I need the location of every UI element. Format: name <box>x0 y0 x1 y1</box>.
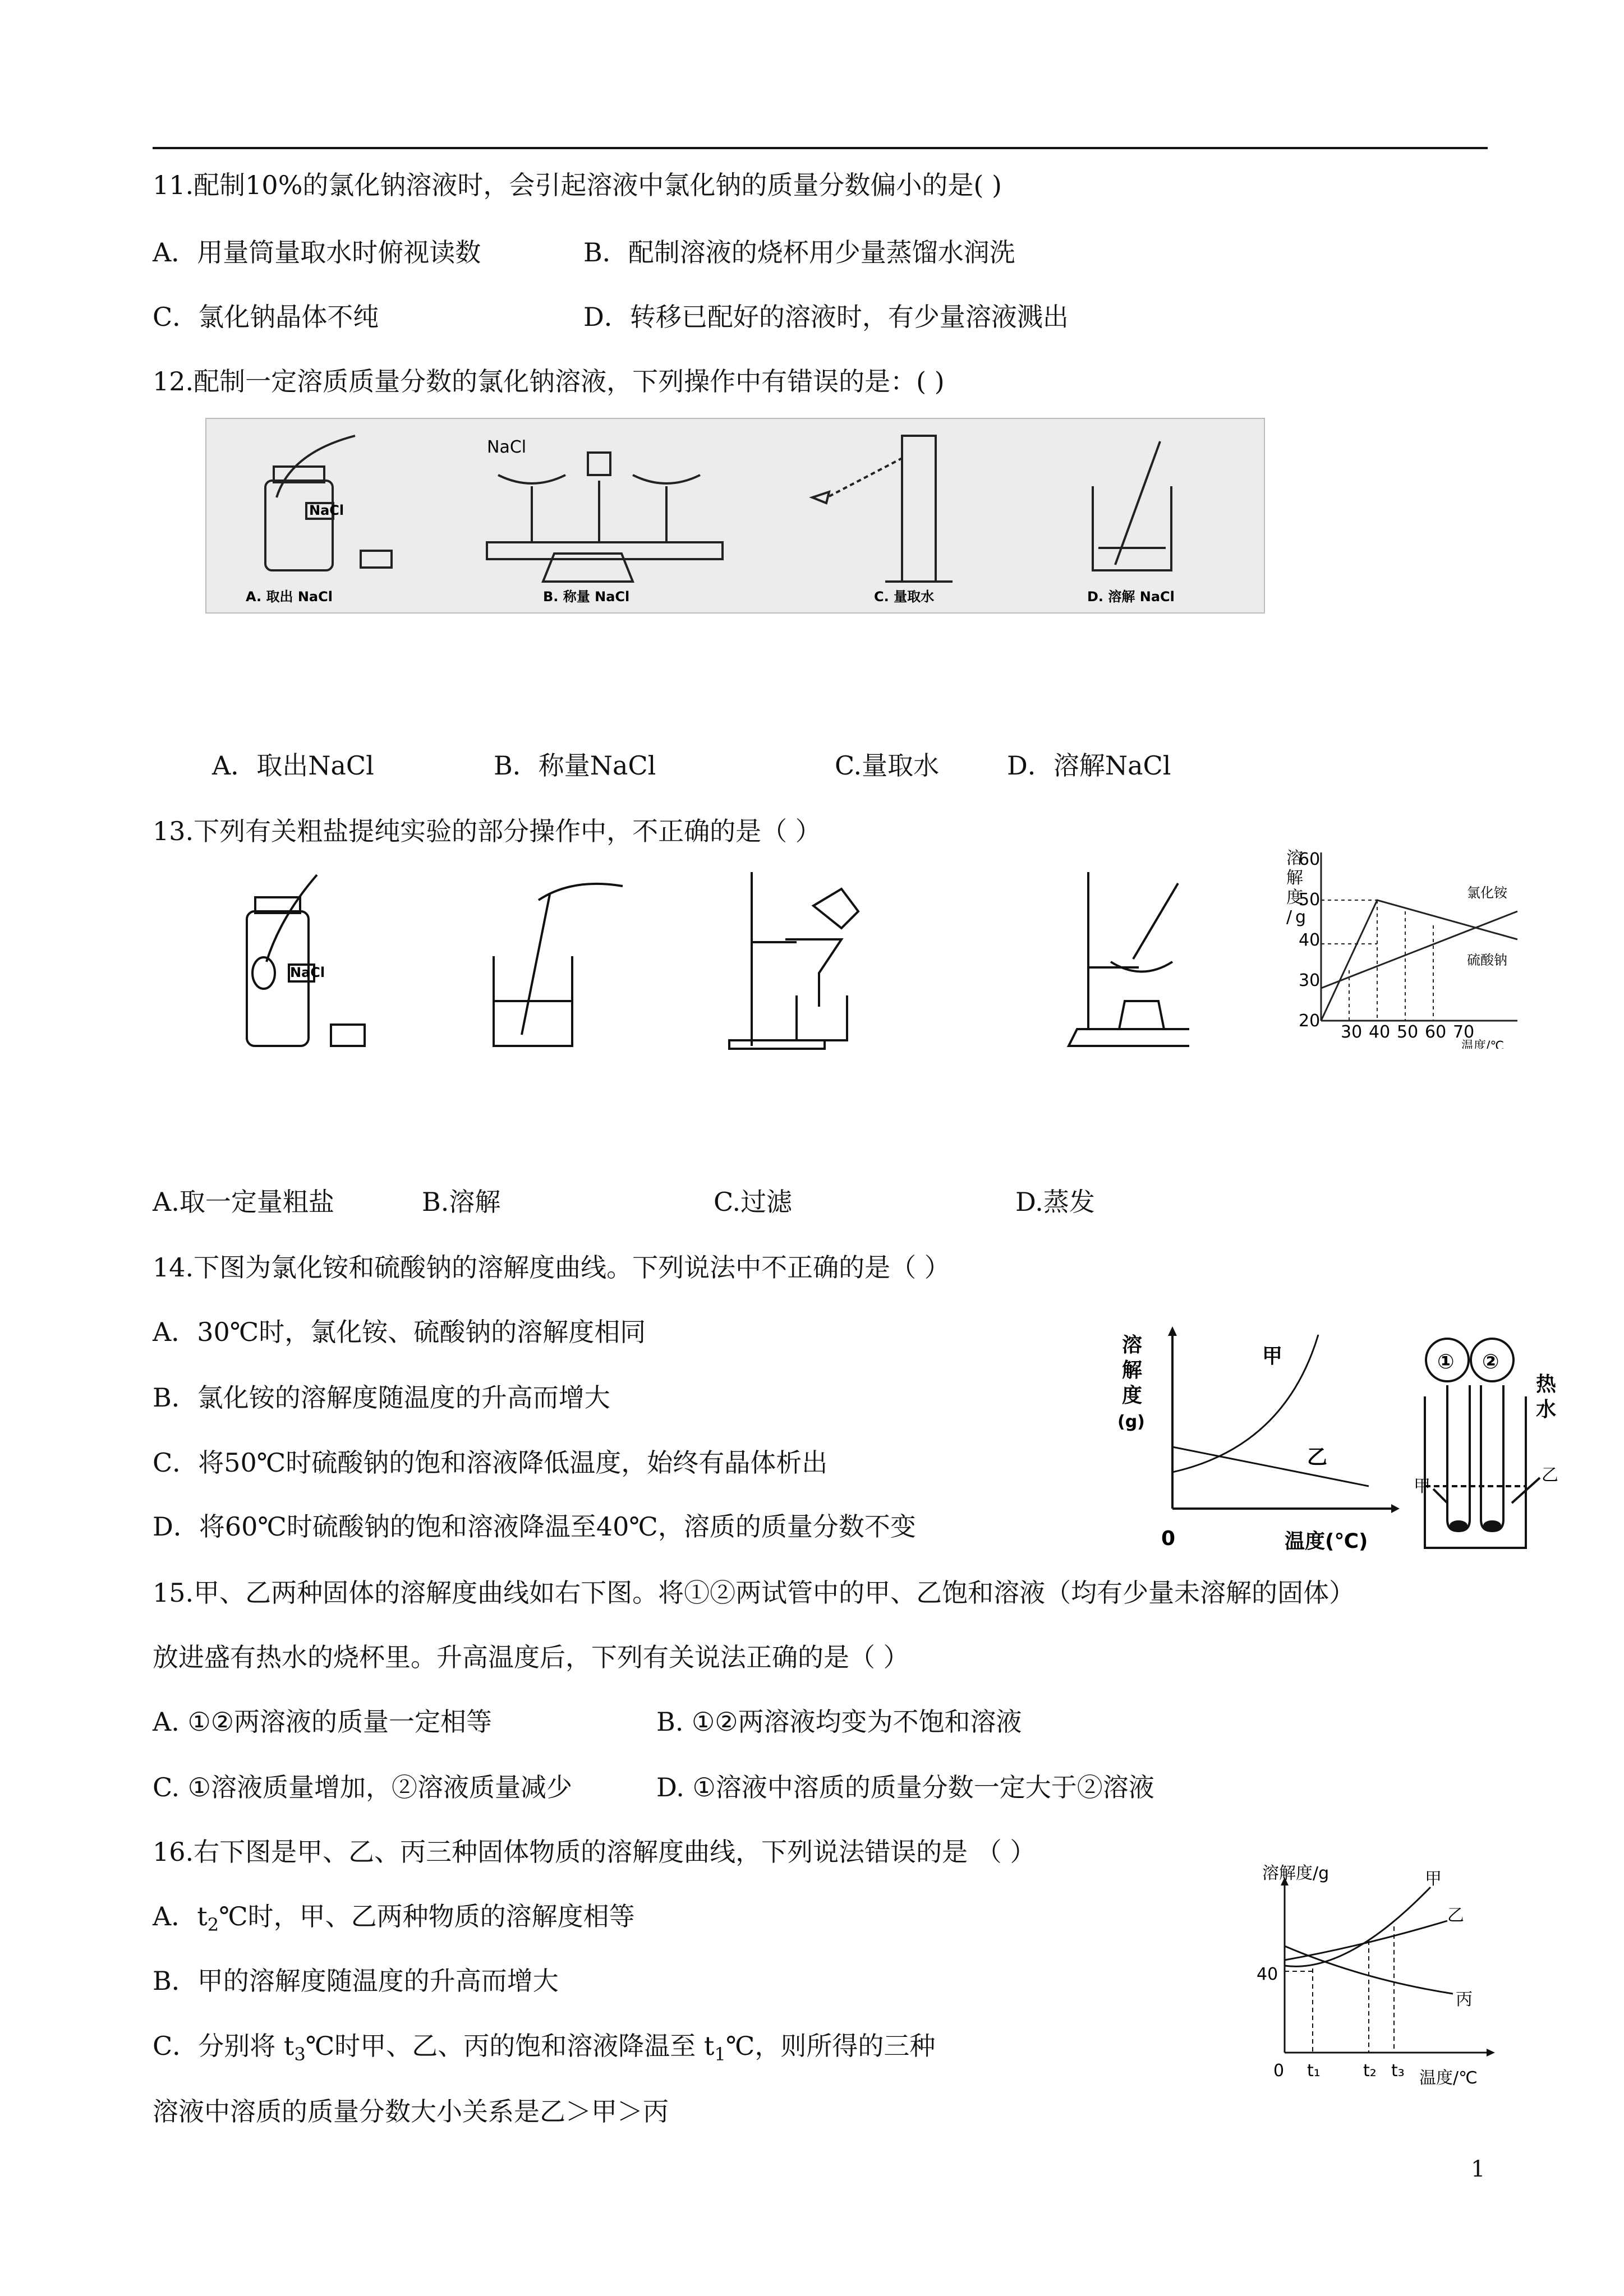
chart15-series-jia: 甲 <box>1262 1345 1283 1368</box>
q16-option-a-post: ℃时，甲、乙两种物质的溶解度相等 <box>219 1901 635 1931</box>
beaker-drawing <box>1093 441 1171 570</box>
q12-option-c: C.量取水 <box>835 750 940 781</box>
q12-operations-drawing <box>206 419 1264 612</box>
salt-jar-tag: NaCl <box>290 965 325 980</box>
fig-caption-c: C. 量取水 <box>874 589 935 605</box>
chart14-xlabel: 温度/℃ <box>1461 1039 1505 1049</box>
q16-option-a-sub: 2 <box>207 1914 219 1936</box>
q13-option-c: C.过滤 <box>714 1187 793 1217</box>
q16-option-c-post: ℃，则所得的三种 <box>725 2031 936 2061</box>
q13-operations-figure <box>236 861 1189 1057</box>
q15-stem-line-1: 15.甲、乙两种固体的溶解度曲线如右下图。将①②两试管中的甲、乙饱和溶液（均有少量未溶解的固体） <box>153 1578 1355 1608</box>
q16-option-c <box>153 2029 935 2071</box>
q16-option-c-pre: C．分别将 t <box>153 2031 295 2061</box>
chart14-ytick-30: 30 <box>1299 971 1321 990</box>
chart15-svg <box>1116 1324 1402 1559</box>
chart14-ylabel-2: 解 <box>1286 868 1303 888</box>
chart15-ylabel-1: 溶 <box>1122 1334 1143 1357</box>
chart16-origin: 0 <box>1273 2061 1285 2081</box>
beaker15-svg <box>1414 1335 1565 1559</box>
q12-option-d: D．溶解NaCl <box>1007 750 1171 781</box>
chart14-svg <box>1282 841 1529 1049</box>
q13-option-d: D.蒸发 <box>1015 1187 1095 1217</box>
chart14-ytick-20: 20 <box>1299 1011 1321 1031</box>
chart15-line-yi <box>1172 1447 1369 1486</box>
q16-option-c-sub2: 1 <box>714 2044 726 2066</box>
q13-operations-drawing <box>236 861 1189 1057</box>
chart16-series-jia: 甲 <box>1425 1869 1442 1889</box>
fig-caption-d: D. 溶解 NaCl <box>1087 589 1175 605</box>
q11-option-b: B．配制溶液的烧杯用少量蒸馏水润洗 <box>583 237 1015 268</box>
chart14-ylabel-4: / <box>1286 907 1292 927</box>
fig-caption-a: A. 取出 NaCl <box>246 589 333 605</box>
chart14-ytick-60: 60 <box>1299 850 1321 869</box>
chart14-series-ammonium-chloride: 氯化铵 <box>1467 885 1507 901</box>
chart15-xlabel: 温度(℃) <box>1285 1530 1368 1553</box>
test-tube-1-label: ① <box>1437 1350 1455 1373</box>
chart16-ytick-40: 40 <box>1257 1965 1278 1984</box>
cylinder-drawing <box>812 436 953 582</box>
fig-caption-b: B. 称量 NaCl <box>543 589 630 605</box>
nacl-jar-tag: NaCl <box>309 502 344 518</box>
chart16-ylabel: 溶解度/g <box>1262 1864 1329 1883</box>
q14-option-b: B．氯化铵的溶解度随温度的升高而增大 <box>153 1382 610 1413</box>
q15-solubility-chart <box>1116 1324 1402 1559</box>
q16-option-a-pre: A．t <box>153 1901 208 1931</box>
q15-option-b: B. ①②两溶液均变为不饱和溶液 <box>656 1707 1022 1737</box>
dissolve-beaker-drawing <box>494 884 623 1046</box>
chart14-line-ammonium-chloride <box>1321 911 1517 988</box>
hot-water-label-1: 热 <box>1536 1373 1557 1396</box>
chart14-ytick-50: 50 <box>1299 890 1321 910</box>
chart15-ylabel-4: (g) <box>1117 1412 1145 1432</box>
q15-option-c: C. ①溶液质量增加，②溶液质量减少 <box>153 1772 573 1802</box>
q14-option-d: D．将60℃时硫酸钠的饱和溶液降温至40℃，溶质的质量分数不变 <box>153 1511 916 1542</box>
salt-jar-drawing <box>247 875 365 1046</box>
q15-option-d: D. ①溶液中溶质的质量分数一定大于②溶液 <box>656 1772 1154 1802</box>
q16-option-c-sub1: 3 <box>294 2044 306 2066</box>
q16-option-c-mid: ℃时甲、乙、丙的饱和溶液降温至 t <box>305 2031 715 2061</box>
chart16-tick-t1: t₁ <box>1307 2061 1321 2081</box>
chart15-series-yi: 乙 <box>1307 1446 1328 1469</box>
q13-stem: 13.下列有关粗盐提纯实验的部分操作中，不正确的是（ ） <box>153 816 821 846</box>
q13-option-b: B.溶解 <box>422 1187 501 1217</box>
q13-side-solubility-chart <box>1282 841 1529 1049</box>
chart16-xlabel: 温度/℃ <box>1419 2068 1478 2086</box>
chart14-xtick-60: 60 <box>1425 1022 1447 1042</box>
q11-option-c: C．氯化钠晶体不纯 <box>153 302 379 332</box>
q11-option-d: D．转移已配好的溶液时，有少量溶液溅出 <box>583 302 1069 332</box>
chart14-xtick-30: 30 <box>1341 1022 1363 1042</box>
chart14-ylabel-5: g <box>1295 907 1306 927</box>
header-rule <box>153 147 1488 149</box>
q12-option-a: A．取出NaCl <box>212 750 374 781</box>
chart16-series-bing: 丙 <box>1456 1990 1473 2009</box>
chart15-ylabel-3: 度 <box>1122 1384 1143 1407</box>
chart15-origin: 0 <box>1161 1527 1176 1550</box>
filtration-drawing <box>729 872 858 1049</box>
q13-option-a: A.取一定量粗盐 <box>153 1187 334 1217</box>
beaker-left-jia-label: 甲 <box>1414 1477 1430 1496</box>
chart14-ylabel-3: 度 <box>1286 888 1303 907</box>
balance-drawing <box>487 453 723 582</box>
test-tube-2-label: ② <box>1482 1350 1499 1373</box>
q16-option-c-continued: 溶液中溶质的质量分数大小关系是乙＞甲＞丙 <box>153 2096 669 2127</box>
q15-option-a: A. ①②两溶液的质量一定相等 <box>153 1707 492 1737</box>
chart14-xtick-70: 70 <box>1453 1022 1475 1042</box>
q12-option-b: B．称量NaCl <box>494 750 656 781</box>
q12-stem: 12.配制一定溶质质量分数的氯化钠溶液，下列操作中有错误的是：( ) <box>153 366 945 397</box>
q14-stem: 14.下图为氯化铵和硫酸钠的溶解度曲线。下列说法中不正确的是（ ） <box>153 1252 950 1283</box>
chart16-tick-t3: t₃ <box>1391 2061 1405 2081</box>
q16-stem: 16.右下图是甲、乙、丙三种固体物质的溶解度曲线，下列说法错误的是 （ ） <box>153 1837 1036 1867</box>
q14-option-c: C．将50℃时硫酸钠的饱和溶液降低温度，始终有晶体析出 <box>153 1447 828 1478</box>
q11-option-a: A．用量筒量取水时俯视读数 <box>153 237 481 268</box>
chart16-curve-bing <box>1285 1946 1453 1994</box>
chart16-series-yi: 乙 <box>1447 1906 1464 1925</box>
q14-option-a: A．30℃时，氯化铵、硫酸钠的溶解度相同 <box>153 1317 646 1347</box>
beaker-right-yi-label: 乙 <box>1542 1465 1558 1485</box>
q16-option-b: B．甲的溶解度随温度的升高而增大 <box>153 1966 559 1996</box>
q16-solubility-chart <box>1251 1862 1498 2086</box>
page-number: 1 <box>1471 2156 1485 2182</box>
chart15-ylabel-2: 解 <box>1122 1359 1143 1382</box>
hot-water-label-2: 水 <box>1536 1398 1557 1421</box>
chart16-curve-yi <box>1285 1921 1447 1960</box>
chart14-series-sodium-sulfate: 硫酸钠 <box>1467 952 1507 968</box>
balance-nacl-label: NaCl <box>487 437 527 457</box>
chart14-ytick-40: 40 <box>1299 930 1321 950</box>
q11-stem: 11.配制10%的氯化钠溶液时，会引起溶液中氯化钠的质量分数偏小的是( ) <box>153 170 1002 200</box>
evaporation-drawing <box>1069 872 1189 1046</box>
chart14-xtick-50: 50 <box>1397 1022 1419 1042</box>
hot-water-beaker-figure <box>1414 1335 1565 1559</box>
chart16-svg <box>1251 1862 1498 2086</box>
q16-option-a <box>153 1899 635 1942</box>
chart14-ylabel-1: 溶 <box>1286 849 1303 868</box>
q12-operations-figure <box>205 418 1265 614</box>
chart16-tick-t2: t₂ <box>1363 2061 1377 2081</box>
chart14-xtick-40: 40 <box>1369 1022 1391 1042</box>
q15-stem-line-2: 放进盛有热水的烧杯里。升高温度后，下列有关说法正确的是（ ） <box>153 1642 909 1672</box>
